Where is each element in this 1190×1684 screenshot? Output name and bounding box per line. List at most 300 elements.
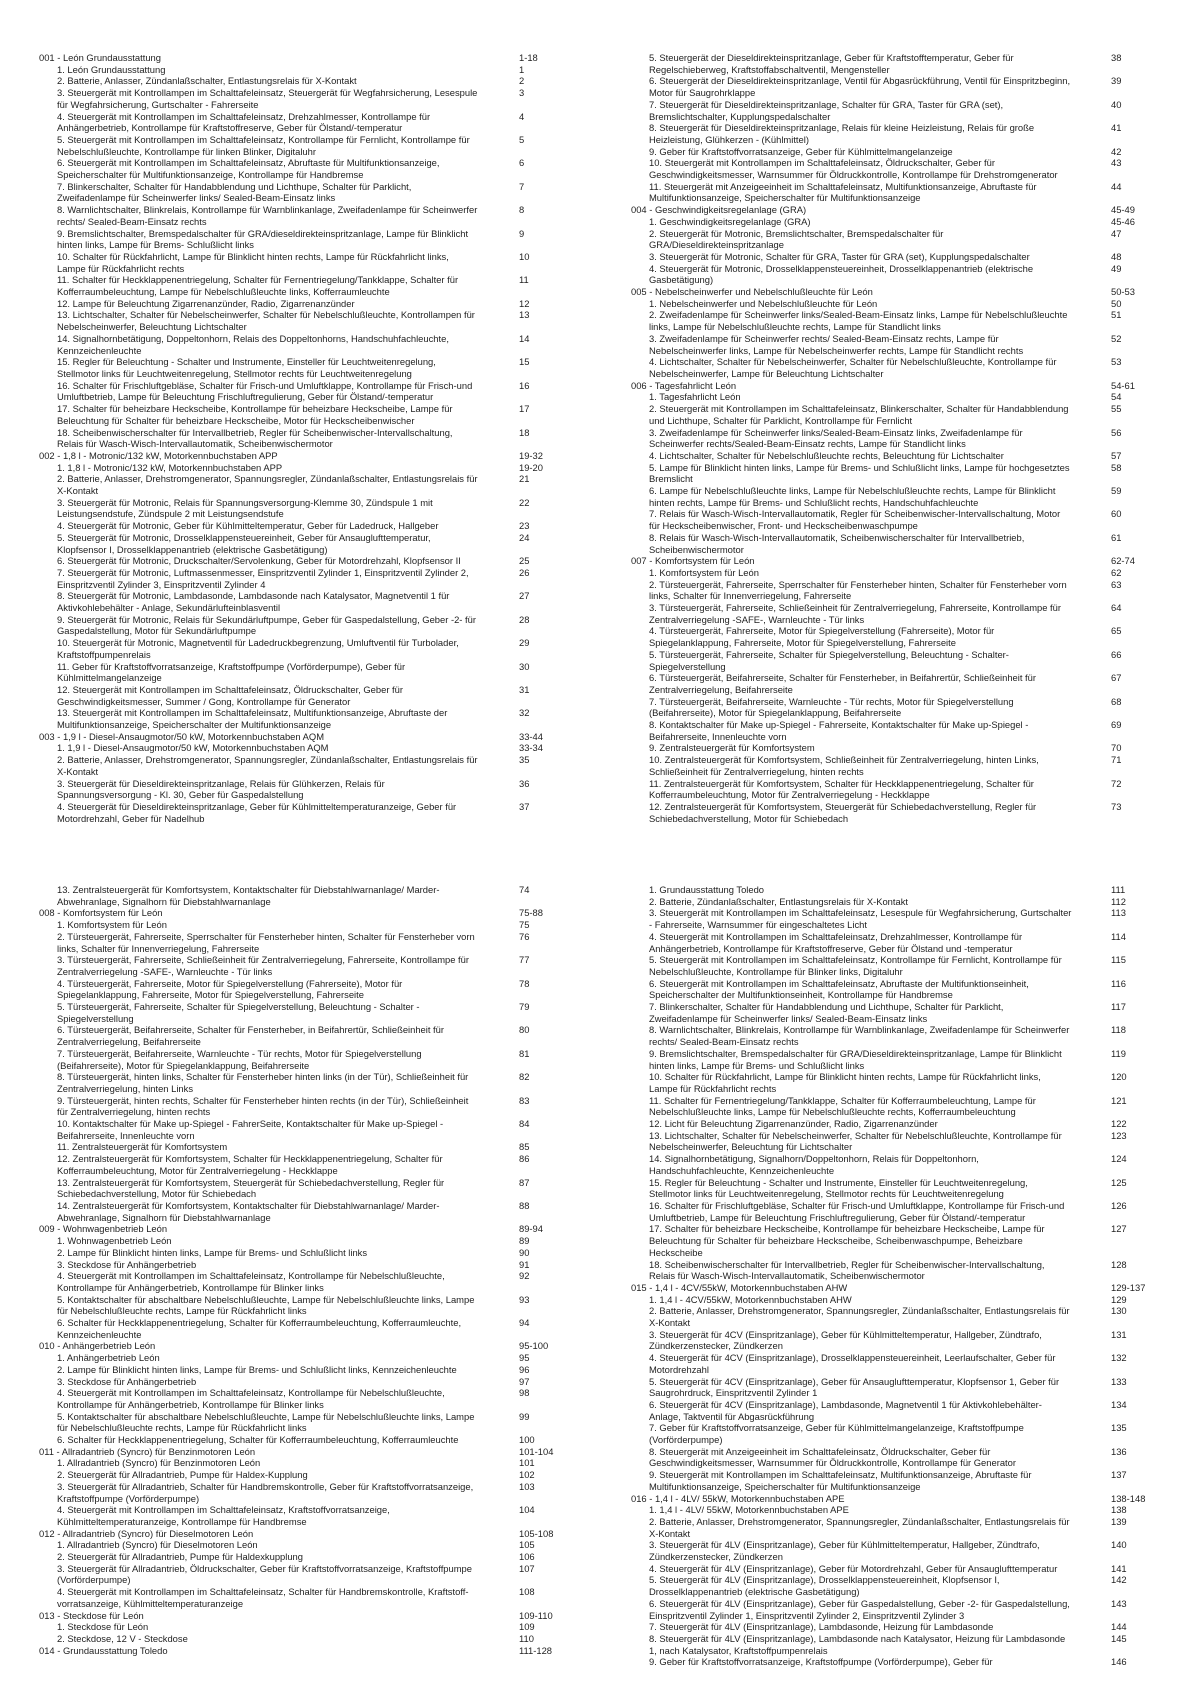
toc-item-row (39, 1481, 589, 1504)
entry-page-number: 91 (519, 1258, 530, 1270)
entry-page-number: 19-20 (519, 461, 543, 473)
entry-page-number: 98 (519, 1387, 530, 1399)
toc-item-row (631, 1633, 1181, 1656)
toc-item-row (631, 485, 1181, 508)
entry-text: 012 - Allradantrieb (Syncro) für Dieselmotoren León (39, 1527, 254, 1539)
entry-page-number: 129-137 (1111, 1281, 1146, 1293)
entry-text: 5. Steuergerät mit Kontrollampen im Schalttafeleinsatz, Kontrollampe für Fernlicht, Kontrollampe für Nebelschlußleuchte, Kontrollampe für Blinker links, Digitaluhr (649, 954, 1062, 977)
toc-item-row (39, 1048, 589, 1071)
entry-page-number: 6 (519, 157, 525, 169)
entry-page-number: 95 (519, 1352, 530, 1364)
entry-text: 11. Schalter für Fernentriegelung/Tankklappe, Schalter für Kofferraumbeleuchtung, Lampe für Nebelschlußleuchte links, Lampe für Nebelschlußleuchte rechts, Kofferraumbeleuchtung (649, 1094, 1036, 1118)
toc-item-row (631, 333, 1181, 356)
entry-page-number: 115 (1111, 954, 1126, 966)
toc-item-row (39, 637, 589, 660)
entry-page-number: 42 (1111, 145, 1122, 157)
entry-page-number: 17 (519, 403, 530, 415)
entry-text: 11. Zentralsteuergerät für Komfortsystem, Schalter für Heckklappenentriegelung, Schalter für Kofferraumbeleuchtung, Motor für Zentralverriegelung - Heckklappe (649, 777, 1034, 801)
entry-page-number: 104 (519, 1504, 535, 1516)
entry-text: 11. Steuergerät mit Anzeigeeinheit im Schalttafeleinsatz, Multifunktionsanzeige, Abruftaste für Multifunktionsanzeige, Speicherschalter für Multifunktionsanzeige (649, 180, 1037, 204)
entry-text: 3. Steuergerät für 4CV (Einspritzanlage), Geber für Kühlmitteltemperatur, Hallgeber, Zündtrafo, Zündkerzenstecker, Zündkerzen (649, 1328, 1042, 1352)
toc-item-row (631, 672, 1181, 695)
entry-page-number: 31 (519, 683, 530, 695)
entry-page-number: 75 (519, 919, 530, 931)
toc-item-row (39, 1177, 589, 1200)
entry-text: 001 - León Grundausstattung (39, 52, 161, 63)
entry-text: 6. Steuergerät für 4LV (Einspritzanlage), Geber für Gaspedalstellung, Geber -2- für Gaspedalstellung, Einspritzventil Zylinder 1, Einspritzventil Zylinder 2, Einspritzventil Zylinder 3 (649, 1597, 1070, 1621)
entry-page-number: 36 (519, 777, 530, 789)
toc-section-row (631, 380, 1181, 392)
toc-item-row (631, 579, 1181, 602)
toc-item-row (39, 1621, 589, 1633)
toc-item-row (631, 649, 1181, 672)
entry-text: 1. Allradantrieb (Syncro) für Dieselmotoren León (57, 1539, 258, 1551)
entry-text: 4. Steuergerät mit Kontrollampen im Schalttafeleinsatz, Kontrollampe für Nebelschlußleuchte, Kontrollampe für Anhängerbetrieb, Kontrollampe für Blinker links (57, 1270, 445, 1293)
entry-page-number: 9 (519, 227, 525, 239)
toc-item-row (39, 567, 589, 590)
toc-item-row (39, 1539, 589, 1551)
toc-item-row (631, 1259, 1181, 1282)
entry-page-number: 69 (1111, 719, 1122, 731)
entry-text: 8. Relais für Wasch-Wisch-Intervallautomatik, Scheibenwischerschalter für Intervallbetrieb, Scheibenwischermotor (649, 531, 1025, 555)
entry-page-number: 75-88 (519, 907, 543, 919)
toc-item-row (631, 1446, 1181, 1469)
toc-item-row (39, 87, 589, 110)
entry-text: 2. Batterie, Anlasser, Drehstromgenerator, Spannungsregler, Zündanlaßschalter, Entlastungsrelais für X-Kontakt (649, 1515, 1070, 1539)
toc-item-row (39, 380, 589, 403)
entry-text: 16. Schalter für Frischluftgebläse, Schalter für Frisch-und Umluftklappe, Kontrollampe für Frisch-und Umluftbetrieb, Lampe für Beleuchtung Frischluftregulierung, Geber für Ölstand/-temperatur (57, 379, 473, 403)
toc-item-row (39, 931, 589, 954)
toc-item-row (631, 1071, 1181, 1094)
entry-page-number: 125 (1111, 1176, 1127, 1188)
entry-text: 3. Steckdose für Anhängerbetrieb (57, 1375, 197, 1387)
entry-page-number: 18 (519, 426, 530, 438)
toc-item-row (39, 1504, 589, 1527)
entry-page-number: 83 (519, 1094, 530, 1106)
entry-page-number: 32 (519, 707, 530, 719)
entry-page-number: 61 (1111, 531, 1122, 543)
entry-text: 16. Schalter für Frischluftgebläse, Schalter für Frisch-und Umluftklappe, Kontrollampe für Frisch-und Umluftbetrieb, Lampe für Beleuchtung Frischluftregulierung, Geber für Ölstand/-temperatur (649, 1199, 1065, 1223)
entry-text: 15. Regler für Beleuchtung - Schalter und Instrumente, Einsteller für Leuchtweitenregelung, Stellmotor links für Leuchtweitenregelung, Stellmotor rechts für Leuchtweitenregelung (649, 1176, 1028, 1200)
entry-text: 7. Blinkerschalter, Schalter für Handabblendung und Lichthupe, Schalter für Parklicht, Zweifadenlampe für Scheinwerfer links/ Sealed-Beam-Einsatz links (649, 1001, 1004, 1024)
toc-item-row (631, 1621, 1181, 1633)
toc-item-row (631, 1539, 1181, 1562)
toc-item-row (39, 684, 589, 707)
toc-item-row (631, 696, 1181, 719)
entry-text: 3. Steuergerät für Allradantrieb, Schalter für Handbremskontrolle, Geber für Kraftstoffvorratsanzeige, Kraftstoffpumpe (Vorförderpumpe) (57, 1480, 474, 1504)
entry-page-number: 133 (1111, 1375, 1127, 1387)
entry-page-number: 113 (1111, 907, 1126, 919)
entry-text: 1. 1,4 l - 4CV/55kW, Motorkennbuchstaben AHW (649, 1293, 852, 1305)
entry-page-number: 129 (1111, 1293, 1127, 1305)
entry-text: 13. Lichtschalter, Schalter für Nebelscheinwerfer, Schalter für Nebelschlußleuchte, Kontrollampe für Nebelscheinwerfer, Beleuchtung für Lichtschalter (649, 1129, 1062, 1153)
toc-item-row (631, 742, 1181, 754)
entry-text: 11. Geber für Kraftstoffvorratsanzeige, Kraftstoffpumpe (Vorförderpumpe), Geber für Kühlmittelmangelanzeige (57, 660, 406, 684)
toc-item-row (631, 754, 1181, 777)
entry-page-number: 33-34 (519, 742, 543, 754)
entry-page-number: 112 (1111, 895, 1126, 907)
toc-item-row (39, 1270, 589, 1293)
entry-text: 4. Steuergerät für 4CV (Einspritzanlage), Drosselklappensteuereinheit, Leerlaufschalter, Geber für Motordrehzahl (649, 1352, 1056, 1375)
toc-item-row (631, 251, 1181, 263)
toc-item-row (39, 1364, 589, 1376)
toc-section-row (39, 1340, 589, 1352)
entry-page-number: 123 (1111, 1129, 1127, 1141)
toc-item-row (39, 1434, 589, 1446)
entry-page-number: 29 (519, 637, 530, 649)
toc-item-row (39, 520, 589, 532)
toc-item-row (39, 555, 589, 567)
entry-page-number: 60 (1111, 508, 1122, 520)
toc-item-row (631, 801, 1181, 824)
entry-page-number: 5 (519, 133, 525, 145)
entry-page-number: 93 (519, 1293, 530, 1305)
toc-item-row (39, 707, 589, 730)
toc-item-row (39, 473, 589, 496)
entry-text: 10. Steuergerät für Motronic, Magnetventil für Ladedruckbegrenzung, Umluftventil für Turbolader, Kraftstoffpumpenrelais (57, 637, 459, 660)
toc-item-row (631, 228, 1181, 251)
entry-text: 4. Steuergerät für Motronic, Geber für Kühlmitteltemperatur, Geber für Ladedruck, Hallgeber (57, 520, 439, 532)
entry-text: 11. Schalter für Heckklappenentriegelung, Schalter für Fernentriegelung/Tankklappe, Schalter für Kofferraumbeleuchtung, Lampe für Nebelschlußleuchte links, Kofferraumleuchte (57, 274, 459, 298)
toc-section-row (39, 52, 589, 64)
entry-text: 007 - Komfortsystem für León (631, 555, 755, 567)
entry-page-number: 66 (1111, 648, 1122, 660)
entry-text: 014 - Grundausstattung Toledo (39, 1644, 168, 1656)
entry-text: 1. 1,4 l - 4LV/ 55kW, Motorkennbuchstaben APE (649, 1504, 849, 1516)
entry-text: 2. Steuergerät mit Kontrollampen im Schalttafeleinsatz, Blinkerschalter, Schalter für Handabblendung und Lichthupe, Schalter für Parklicht, Kontrollampe für Fernlicht (649, 403, 1069, 426)
entry-page-number: 3 (519, 87, 525, 99)
entry-text: 016 - 1,4 l - 4LV/ 55kW, Motorkennbuchstaben APE (631, 1492, 845, 1504)
entry-text: 2. Steuergerät für Motronic, Bremslichtschalter, Bremspedalschalter für GRA/Dieseldirekteinspritzanlage (649, 227, 944, 251)
entry-text: 7. Türsteuergerät, Beifahrerseite, Warnleuchte - Tür rechts, Motor für Spiegelverstellung (Beifahrerseite), Motor für Spiegelanklappung, Beifahrerseite (57, 1047, 422, 1071)
toc-item-row (39, 532, 589, 555)
toc-item-row (631, 1118, 1181, 1130)
toc-section-row (39, 731, 589, 743)
entry-text: 015 - 1,4 l - 4CV/55kW, Motorkennbuchstaben AHW (631, 1281, 848, 1293)
toc-item-row (631, 1574, 1181, 1597)
entry-text: 12. Steuergerät mit Kontrollampen im Schalttafeleinsatz, Öldruckschalter, Geber für Geschwindigkeitsmesser, Summer / Gong, Kontrollampe für Generator (57, 683, 403, 707)
entry-page-number: 89-94 (519, 1223, 543, 1235)
entry-page-number: 68 (1111, 695, 1122, 707)
toc-item-row (631, 896, 1181, 908)
entry-page-number: 128 (1111, 1258, 1127, 1270)
entry-page-number: 135 (1111, 1422, 1127, 1434)
toc-item-row (631, 602, 1181, 625)
toc-item-row (631, 146, 1181, 158)
entry-text: 4. Steuergerät mit Kontrollampen im Schalttafeleinsatz, Kraftstoffvorratsanzeige, Kühlmitteltemperaturanzeige, Kontrollampe für Handbremse (57, 1504, 390, 1527)
toc-item-row (631, 567, 1181, 579)
entry-page-number: 47 (1111, 227, 1122, 239)
entry-text: 4. Steuergerät für Motronic, Drosselklappensteuereinheit, Drosselklappenantrieb (elektrische Gasbetätigung) (649, 262, 1034, 286)
entry-text: 6. Steuergerät für 4CV (Einspritzanlage), Lambdasonde, Magnetventil 1 für Aktivkohlebehälter-Anlage, Taktventil für Abgasrückführung (649, 1398, 1042, 1422)
toc-item-row (39, 1376, 589, 1388)
toc-item-row (631, 356, 1181, 379)
entry-page-number: 108 (519, 1586, 535, 1598)
entry-text: 15. Regler für Beleuchtung - Schalter und Instrumente, Einsteller für Leuchtweitenregelung, Stellmotor links für Leuchtweitenregelung, Stellmotor rechts für Leuchtweitenregelung (57, 356, 436, 379)
entry-text: 5. Kontaktschalter für abschaltbare Nebelschlußleuchte, Lampe für Nebelschlußleuchte links, Lampe für Nebelschlußleuchte rechts, Lampe für Rückfahrlicht links (57, 1410, 475, 1434)
entry-text: 2. Steuergerät für Allradantrieb, Pumpe für Haldexkupplung (57, 1551, 303, 1563)
entry-page-number: 87 (519, 1176, 530, 1188)
entry-page-number: 142 (1111, 1574, 1127, 1586)
entry-text: 1. Komfortsystem für León (649, 566, 759, 578)
entry-text: 1. Komfortsystem für León (57, 919, 167, 931)
entry-text: 14. Zentralsteuergerät für Komfortsystem, Kontaktschalter für Diebstahlwarnanlage/ Marder-Abwehranlage, Signalhorn für Diebstahlwarnanlage (57, 1199, 440, 1223)
entry-page-number: 26 (519, 566, 530, 578)
entry-page-number: 122 (1111, 1118, 1127, 1130)
entry-text: 3. Steckdose für Anhängerbetrieb (57, 1258, 197, 1270)
entry-text: 8. Warnlichtschalter, Blinkrelais, Kontrollampe für Warnblinkanlage, Zweifadenlampe für Scheinwerfer rechts/ Sealed-Beam-Einsatz rechts (57, 204, 478, 227)
entry-text: 3. Steuergerät für Motronic, Relais für Spannungsversorgung-Klemme 30, Zündspule 1 mit Leistungsendstufe, Zündspule 2 mit Leistungsendstufe (57, 496, 433, 520)
entry-page-number: 16 (519, 379, 530, 391)
toc-item-row (39, 1457, 589, 1469)
entry-page-number: 58 (1111, 461, 1122, 473)
entry-text: 13. Lichtschalter, Schalter für Nebelscheinwerfer, Schalter für Nebelschlußleuchte, Kontrollampen für Nebelscheinwerfer, Beleuchtung Lichtschalter (57, 309, 475, 333)
toc-item-row (631, 931, 1181, 954)
entry-page-number: 92 (519, 1270, 530, 1282)
entry-page-number: 8 (519, 204, 525, 216)
entry-page-number: 54-61 (1111, 379, 1135, 391)
entry-page-number: 7 (519, 180, 525, 192)
entry-page-number: 22 (519, 496, 530, 508)
toc-item-row (631, 427, 1181, 450)
entry-page-number: 132 (1111, 1352, 1127, 1364)
toc-item-row (39, 801, 589, 824)
entry-page-number: 70 (1111, 742, 1122, 754)
entry-text: 5. Kontaktschalter für abschaltbare Nebelschlußleuchte, Lampe für Nebelschlußleuchte links, Lampe für Nebelschlußleuchte rechts, Lampe für Rückfahrlicht links (57, 1293, 475, 1317)
entry-page-number: 110 (519, 1633, 534, 1644)
toc-item-row (39, 1352, 589, 1364)
toc-item-row (631, 1352, 1181, 1375)
entry-text: 008 - Komfortsystem für León (39, 907, 163, 919)
entry-text: 1. Grundausstattung Toledo (649, 884, 765, 895)
toc-item-row (631, 1305, 1181, 1328)
entry-page-number: 120 (1111, 1071, 1127, 1083)
entry-page-number: 27 (519, 590, 530, 602)
entry-text: 4. Lichtschalter, Schalter für Nebelscheinwerfer, Schalter für Nebelschlußleuchte, Kontrollampe für Nebelscheinwerfer, Lampe für Beleuchtung Lichtschalter (649, 356, 1057, 379)
toc-item-row (39, 111, 589, 134)
entry-text: 8. Steuergerät für Motronic, Lambdasonde, Lambdasonde nach Katalysator, Magnetventil 1 für Aktivkohlebehälter - Anlage, Sekundärlufteinblasventil (57, 590, 450, 614)
toc-item-row (631, 1001, 1181, 1024)
toc-item-row (39, 1071, 589, 1094)
entry-text: 005 - Nebelscheinwerfer und Nebelschlußleuchte für León (631, 286, 873, 298)
entry-text: 011 - Allradantrieb (Syncro) für Benzinmotoren León (39, 1445, 256, 1457)
entry-text: 4. Türsteuergerät, Fahrerseite, Motor für Spiegelverstellung (Fahrerseite), Motor für Spiegelanklappung, Fahrerseite, Motor für Spiegelverstellung, Fahrerseite (649, 625, 995, 649)
toc-item-row (39, 978, 589, 1001)
toc-item-row (631, 1294, 1181, 1306)
entry-page-number: 23 (519, 520, 530, 532)
entry-page-number: 78 (519, 977, 530, 989)
entry-text: 8. Steuergerät für Dieseldirekteinspritzanlage, Relais für kleine Heizleistung, Relais für große Heizleistung, Glühkerzen - (Kühlmittel) (649, 122, 1035, 145)
entry-page-number: 40 (1111, 98, 1122, 110)
toc-item-row (39, 1141, 589, 1153)
entry-page-number: 2 (519, 75, 525, 87)
entry-page-number: 55 (1111, 403, 1122, 415)
entry-text: 1. Allradantrieb (Syncro) für Benzinmotoren León (57, 1457, 261, 1469)
toc-item-row (631, 99, 1181, 122)
entry-page-number: 63 (1111, 578, 1122, 590)
entry-page-number: 109 (519, 1621, 535, 1633)
entry-page-number: 134 (1111, 1398, 1127, 1410)
toc-page2-left-column (39, 884, 589, 1656)
toc-item-row (631, 884, 1181, 896)
toc-item-row (39, 403, 589, 426)
entry-text: 10. Schalter für Rückfahrlicht, Lampe für Blinklicht hinten rechts, Lampe für Rückfahrlicht links, Lampe für Rückfahrlicht rechts (649, 1071, 1041, 1094)
toc-item-row (631, 778, 1181, 801)
toc-section-row (39, 450, 589, 462)
toc-item-row (39, 298, 589, 310)
entry-text: 2. Batterie, Anlasser, Drehstromgenerator, Spannungsregler, Zündanlaßschalter, Entlastungsrelais für X-Kontakt (649, 1305, 1070, 1329)
toc-item-row (631, 1399, 1181, 1422)
entry-page-number: 62 (1111, 566, 1122, 578)
toc-item-row (631, 1563, 1181, 1575)
entry-page-number: 51 (1111, 309, 1122, 321)
toc-item-row (631, 122, 1181, 145)
entry-text: 6. Steuergerät mit Kontrollampen im Schalttafeleinsatz, Abruftaste der Multifunktionseinheit, Speicherschalter der Multifunktionseinheit, Kontrollampe für Handbremse (649, 977, 1029, 1001)
entry-page-number: 44 (1111, 180, 1122, 192)
toc-item-row (631, 1598, 1181, 1621)
entry-text: 4. Türsteuergerät, Fahrerseite, Motor für Spiegelverstellung (Fahrerseite), Motor für Spiegelanklappung, Fahrerseite, Motor für Spiegelverstellung, Fahrerseite (57, 977, 403, 1001)
entry-text: 2. Batterie, Anlasser, Drehstromgenerator, Spannungsregler, Zündanlaßschalter, Entlastungsrelais für X-Kontakt (57, 754, 478, 777)
toc-section-row (631, 555, 1181, 567)
toc-section-row (39, 1610, 589, 1622)
entry-text: 9. Geber für Kraftstoffvorratsanzeige, Geber für Kühlmittelmangelanzeige (649, 145, 953, 157)
entry-text: 3. Steuergerät mit Kontrollampen im Schalttafeleinsatz, Steuergerät für Wegfahrsicherung, Lesespule für Wegfahrsicherung, Gurtschalter - Fahrerseite (57, 87, 478, 110)
entry-page-number: 71 (1111, 754, 1122, 766)
entry-text: 6. Steuergerät mit Kontrollampen im Schalttafeleinsatz, Abruftaste für Multifunktionsanzeige, Speicherschalter für Multifunktionsanzeige, Kontrollampe für Handbremse (57, 157, 440, 181)
toc-item-row (631, 719, 1181, 742)
entry-page-number: 130 (1111, 1305, 1127, 1317)
entry-text: 6. Steuergerät für Motronic, Druckschalter/Servolenkung, Geber für Motordrehzahl, Klopfsensor II (57, 555, 461, 567)
toc-item-row (39, 157, 589, 180)
entry-text: 3. Türsteuergerät, Fahrerseite, Schließeinheit für Zentralverriegelung, Fahrerseite, Kontrollampe für Zentralverriegelung -SAFE-, Warnleuchte - Tür links (649, 602, 1062, 625)
entry-page-number: 1 (519, 63, 525, 75)
entry-text: 003 - 1,9 l - Diesel-Ansaugmotor/50 kW, Motorkennbuchstaben AQM (39, 730, 325, 742)
toc-item-row (39, 251, 589, 274)
entry-text: 4. Steuergerät mit Kontrollampen im Schalttafeleinsatz, Drehzahlmesser, Kontrollampe für Anhängerbetrieb, Kontrollampe für Kraftstoffreserve, Geber für Ölstand/-temperatur (57, 110, 431, 134)
toc-item-row (39, 1563, 589, 1586)
entry-text: 2. Batterie, Anlasser, Zündanlaßschalter, Entlastungsrelais für X-Kontakt (57, 75, 357, 87)
toc-item-row (631, 1095, 1181, 1118)
entry-text: 2. Batterie, Anlasser, Drehstromgenerator, Spannungsregler, Zündanlaßschalter, Entlastungsrelais für X-Kontakt (57, 473, 478, 497)
toc-item-row (631, 298, 1181, 310)
entry-text: 3. Steuergerät für Motronic, Schalter für GRA, Taster für GRA (set), Kupplungspedalschalter (649, 250, 1030, 262)
entry-text: 9. Geber für Kraftstoffvorratsanzeige, Kraftstoffpumpe (Vorförderpumpe), Geber für (649, 1656, 993, 1668)
entry-page-number: 146 (1111, 1656, 1127, 1668)
toc-item-row (631, 157, 1181, 180)
entry-page-number: 141 (1111, 1562, 1127, 1574)
entry-text: 1. 1,9 l - Diesel-Ansaugmotor/50 kW, Motorkennbuchstaben AQM (57, 742, 329, 754)
toc-item-row (631, 309, 1181, 332)
entry-text: 3. Steuergerät für Dieseldirekteinspritzanlage, Relais für Glühkerzen, Relais für Spannungsversorgung - Kl. 30, Geber für Gaspedalstellung (57, 777, 385, 801)
entry-text: 7. Steuergerät für Dieseldirekteinspritzanlage, Schalter für GRA, Taster für GRA (set), Bremslichtschalter, Kupplungspedalschalter (649, 98, 1004, 122)
entry-text: 7. Steuergerät für Motronic, Luftmassenmesser, Einspritzventil Zylinder 1, Einspritzventil Zylinder 2, Einspritzventil Zylinder 3, Einspritzventil Zylinder 4 (57, 566, 469, 590)
entry-page-number: 37 (519, 801, 530, 812)
toc-item-row (39, 614, 589, 637)
entry-text: 9. Zentralsteuergerät für Komfortsystem (649, 742, 815, 754)
entry-page-number: 100 (519, 1434, 535, 1446)
toc-item-row (39, 1200, 589, 1223)
toc-item-row (631, 1153, 1181, 1176)
toc-item-row (39, 1551, 589, 1563)
entry-page-number: 19-32 (519, 449, 543, 461)
entry-text: 7. Steuergerät für 4LV (Einspritzanlage), Lambdasonde, Heizung für Lambdasonde (649, 1621, 994, 1633)
entry-text: 18. Scheibenwischerschalter für Intervallbetrieb, Regler für Scheibenwischer-Intervallschaltung, Relais für Wasch-Wisch-Intervallautomatik, Scheibenwischermotor (57, 426, 453, 450)
entry-text: 17. Schalter für beheizbare Heckscheibe, Kontrollampe für beheizbare Heckscheibe, Lampe für Beleuchtung für Schalter für beheizbare Heckscheibe, Scheibenwaschpumpe, Beheizbare Heckscheibe (649, 1223, 1045, 1258)
entry-text: 9. Bremslichtschalter, Bremspedalschalter für GRA/Dieseldirekteinspritzanlage, Lampe für Blinklicht hinten links, Lampe für Brems- und Schlußlicht links (649, 1047, 1062, 1071)
entry-text: 3. Steuergerät mit Kontrollampen im Schalttafeleinsatz, Lesespule für Wegfahrsicherung, Gurtschalter - Fahrerseite, Warnsummer für eingeschaltetes Licht (649, 907, 1072, 931)
entry-page-number: 107 (519, 1562, 535, 1574)
entry-page-number: 28 (519, 613, 530, 625)
entry-page-number: 79 (519, 1001, 530, 1013)
entry-text: 2. Batterie, Zündanlaßschalter, Entlastungsrelais für X-Kontakt (649, 895, 908, 907)
toc-item-row (631, 1422, 1181, 1445)
entry-text: 1. León Grundausstattung (57, 63, 166, 75)
entry-text: 10. Steuergerät mit Kontrollampen im Schalttafeleinsatz, Öldruckschalter, Geber für Geschwindigkeitsmesser, Warnsummer für Öldruckkontrolle, Kontrollampe für Drehstromgenerator (649, 157, 1058, 181)
toc-item-row (39, 427, 589, 450)
toc-item-row (39, 64, 589, 76)
entry-text: 7. Relais für Wasch-Wisch-Intervallautomatik, Regler für Scheibenwischer-Intervallschaltung, Motor für Heckscheibenwischer, Front- und Heckscheibenwaschpumpe (649, 508, 1061, 532)
entry-page-number: 131 (1111, 1328, 1127, 1340)
entry-page-number: 88 (519, 1199, 530, 1211)
toc-item-row (39, 1153, 589, 1176)
entry-text: 2. Türsteuergerät, Fahrerseite, Sperrschalter für Fensterheber hinten, Schalter für Fensterheber vorn links, Schalter für Innenverriegelung, Fahrerseite (57, 930, 475, 954)
entry-text: 6. Türsteuergerät, Beifahrerseite, Schalter für Fensterheber, in Beifahrertür, Schließeinheit für Zentralverriegelung, Beifahrerseite (649, 672, 1037, 695)
toc-section-row (39, 1223, 589, 1235)
toc-page2-right-column (631, 884, 1181, 1668)
entry-text: 2. Steuergerät für Allradantrieb, Pumpe für Haldex-Kupplung (57, 1469, 308, 1481)
entry-text: 6. Schalter für Heckklappenentriegelung, Schalter für Kofferraumbeleuchtung, Kofferraumleuchte (57, 1434, 459, 1446)
entry-page-number: 45-46 (1111, 215, 1135, 227)
entry-text: 8. Türsteuergerät, hinten links, Schalter für Fensterheber hinten links (in der Tür), Schließeinheit für Zentralverriegelung, hinten Links (57, 1071, 469, 1094)
toc-item-row (39, 1001, 589, 1024)
entry-page-number: 139 (1111, 1515, 1127, 1527)
entry-text: 4. Lichtschalter, Schalter für Nebelschlußleuchte rechts, Beleuchtung für Lichtschalter (649, 449, 1004, 461)
entry-text: 12. Zentralsteuergerät für Komfortsystem, Steuergerät für Schiebedachverstellung, Regler für Schiebedachverstellung, Motor für Schiebedach (649, 801, 1037, 824)
entry-text: 13. Zentralsteuergerät für Komfortsystem, Kontaktschalter für Diebstahlwarnanlage/ Marder-Abwehranlage, Signalhorn für Diebstahlwarnanlage (57, 884, 440, 907)
toc-section-row (39, 1446, 589, 1458)
entry-text: 1. Anhängerbetrieb León (57, 1352, 160, 1364)
entry-page-number: 76 (519, 930, 530, 942)
toc-section-row (631, 286, 1181, 298)
toc-item-row (631, 462, 1181, 485)
toc-section-row (39, 1645, 589, 1657)
toc-item-row (39, 1118, 589, 1141)
entry-page-number: 72 (1111, 777, 1122, 789)
entry-text: 5. Steuergerät für 4CV (Einspritzanlage), Geber für Ansauglufttemperatur, Klopfsensor 1, Geber für Saugrohrdruck, Einspritzventil Zylinder 1 (649, 1375, 1060, 1399)
entry-page-number: 94 (519, 1317, 530, 1329)
entry-text: 4. Steuergerät für Dieseldirekteinspritzanlage, Geber für Kühlmitteltemperaturanzeige, Geber für Motordrehzahl, Geber für Nadelhub (57, 801, 457, 824)
toc-item-row (39, 204, 589, 227)
entry-page-number: 43 (1111, 157, 1122, 169)
entry-text: 13. Zentralsteuergerät für Komfortsystem, Steuergerät für Schiebedachverstellung, Regler für Schiebedachverstellung, Motor für Schiebedach (57, 1176, 445, 1200)
toc-item-row (631, 75, 1181, 98)
entry-text: 9. Steuergerät für Motronic, Relais für Sekundärluftpumpe, Geber für Gaspedalstellung, Geber -2- für Gaspedalstellung, Motor für Sekundärluftpumpe (57, 613, 476, 637)
entry-page-number: 103 (519, 1480, 535, 1492)
toc-item-row (39, 1411, 589, 1434)
toc-item-row (39, 356, 589, 379)
entry-page-number: 105 (519, 1539, 535, 1551)
toc-section-row (631, 1493, 1181, 1505)
entry-text: 12. Lampe für Beleuchtung Zigarrenanzünder, Radio, Zigarrenanzünder (57, 297, 355, 309)
toc-item-row (631, 1130, 1181, 1153)
entry-text: 8. Kontaktschalter für Make up-Spiegel - Fahrerseite, Kontaktschalter für Make up-Spiegel - Beifahrerseite, Innenleuchte vorn (649, 719, 1029, 742)
entry-text: 9. Türsteuergerät, hinten rechts, Schalter für Fensterheber hinten rechts (in der Tür), Schließeinheit für Zentralverriegelung, hinten rechts (57, 1094, 469, 1118)
entry-text: 004 - Geschwindigkeitsregelanlage (GRA) (631, 204, 807, 216)
entry-text: 1. Steckdose für León (57, 1621, 149, 1633)
entry-page-number: 12 (519, 297, 530, 309)
entry-text: 5. Türsteuergerät, Fahrerseite, Schalter für Spiegelverstellung, Beleuchtung - Schalter-Spiegelverstellung (649, 648, 1009, 672)
toc-item-row (631, 181, 1181, 204)
